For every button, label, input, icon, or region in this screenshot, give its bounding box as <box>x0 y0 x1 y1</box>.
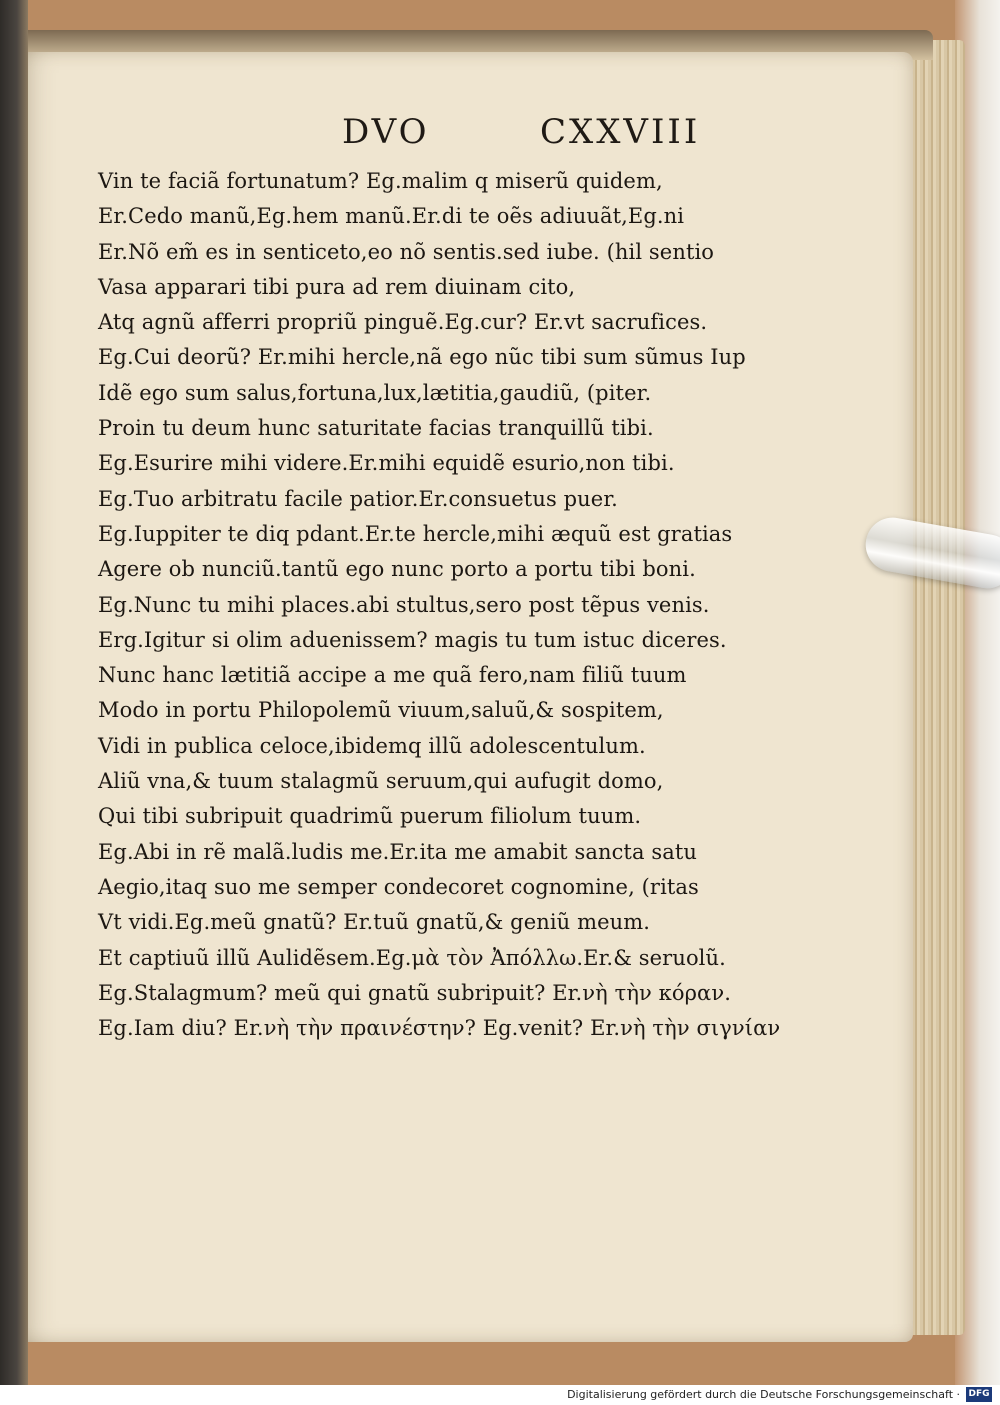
text-line: Aegio,itaq suo me semper condecoret cognomine, (ritas <box>98 874 699 899</box>
text-line: Vasa apparari tibi pura ad rem diuinam cito, <box>98 274 576 299</box>
text-line: Nunc hanc lætitiã accipe a me quã fero,nam filiũ tuum <box>98 663 687 688</box>
text-line: Vt vidi.Eg.meũ gnatũ? Er.tuũ gnatũ,& geniũ meum. <box>98 910 651 935</box>
running-head-word: DVO <box>342 112 430 152</box>
text-line: Eg.Iuppiter te diq pdant.Er.te hercle,mihi æquũ est gratias <box>98 521 733 546</box>
text-line: Vidi in publica celoce,ibidemq illũ adolescentulum. <box>98 733 646 758</box>
text-line: Eg.Stalagmum? meũ qui gnatũ subripuit? Er.νὴ τὴν κόραν. <box>98 980 731 1005</box>
text-line: Qui tibi subripuit quadrimũ puerum filiolum tuum. <box>98 804 642 829</box>
binding-shadow <box>0 0 28 1385</box>
running-head <box>330 112 730 156</box>
text-line: Et captiuũ illũ Aulidẽsem.Eg.μὰ τὸν Ἀπόλλω.Er.& seruolũ. <box>98 945 726 970</box>
text-line: Erg.Igitur si olim aduenissem? magis tu tum istuc diceres. <box>98 627 727 652</box>
text-line: Idẽ ego sum salus,fortuna,lux,lætitia,gaudiũ, (piter. <box>98 380 652 405</box>
text-line: Vin te faciã fortunatum? Eg.malim q miserũ quidem, <box>98 169 663 193</box>
text-line: Eg.Nunc tu mihi places.abi stultus,sero post tẽpus venis. <box>98 592 710 617</box>
text-block <box>98 164 781 1046</box>
text-line: Eg.Abi in rẽ malã.ludis me.Er.ita me amabit sancta satu <box>98 839 698 864</box>
text-line: Aliũ vna,& tuum stalagmũ seruum,qui aufugit domo, <box>98 769 664 794</box>
text-line: Er.Nõ em̃ es in senticeto,eo nõ sentis.sed iube. (hil sentio <box>98 239 715 264</box>
text-line: Eg.Tuo arbitratu facile patior.Er.consuetus puer. <box>98 486 618 511</box>
dfg-logo-icon: DFG <box>966 1387 992 1402</box>
footer-bar <box>0 1385 1000 1405</box>
text-line: Eg.Iam diu? Er.νὴ τὴν πραινέστην? Eg.venit? Er.νὴ τὴν σιγνίαν <box>98 1016 781 1041</box>
text-line: Proin tu deum hunc saturitate facias tranquillũ tibi. <box>98 416 654 441</box>
footer-credit: Digitalisierung gefördert durch die Deutsche Forschungsgemeinschaft · <box>567 1388 960 1401</box>
text-line: Atq agnũ afferri propriũ pinguẽ.Eg.cur? Er.vt sacrufices. <box>98 310 708 335</box>
text-line: Modo in portu Philopolemũ viuum,saluũ,& sospitem, <box>98 698 664 723</box>
text-line: Eg.Esurire mihi videre.Er.mihi equidẽ esurio,non tibi. <box>98 451 675 476</box>
text-line: Er.Cedo manũ,Eg.hem manũ.Er.di te oẽs adiuuãt,Eg.ni <box>98 204 685 229</box>
text-line: Eg.Cui deorũ? Er.mihi hercle,nã ego nũc tibi sum sũmus Iup <box>98 345 746 370</box>
text-line: Agere ob nunciũ.tantũ ego nunc porto a portu tibi boni. <box>98 557 696 582</box>
folio-number: CXXVIII <box>540 112 701 152</box>
